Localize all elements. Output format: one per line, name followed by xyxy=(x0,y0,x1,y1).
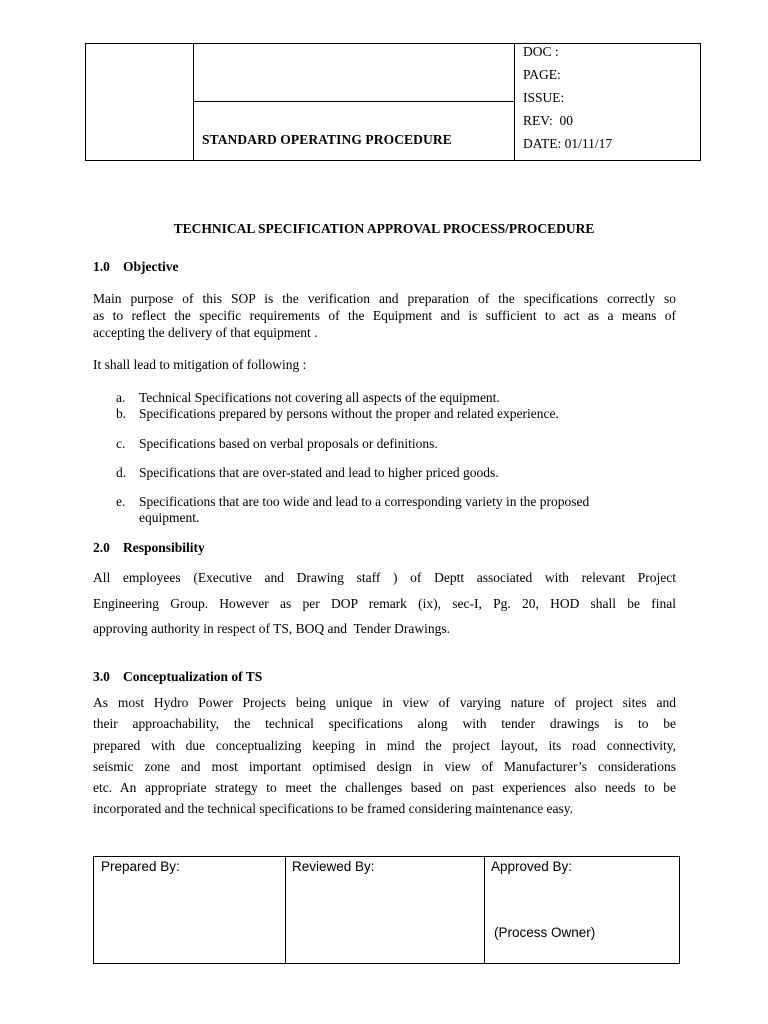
reviewed-by-label: Reviewed By: xyxy=(292,859,375,874)
list-marker: d. xyxy=(116,465,127,480)
section-title: Objective xyxy=(123,259,179,274)
list-item xyxy=(116,406,706,422)
section-number: 3.0 xyxy=(93,669,110,684)
approval-table xyxy=(93,856,680,964)
objective-paragraph xyxy=(93,290,676,341)
list-marker: b. xyxy=(116,406,127,421)
list-text: Technical Specifications not covering all aspects of the equipment. xyxy=(139,390,500,405)
paragraph-line: accepting the delivery of that equipment . xyxy=(93,325,318,340)
paragraph-line: All employees (Executive and Drawing staff ) of Deptt associated with relevant Project xyxy=(93,570,676,585)
list-text: Specifications that are over-stated and lead to higher priced goods. xyxy=(139,465,499,480)
doc-label: DOC : xyxy=(523,44,559,59)
rev-label: REV: 00 xyxy=(523,113,573,128)
section-number: 1.0 xyxy=(93,259,110,274)
approved-by-label: Approved By: xyxy=(491,859,573,874)
header-divider xyxy=(514,43,515,161)
list-item xyxy=(116,390,706,406)
paragraph-line: incorporated and the technical specifications to be framed considering maintenance easy. xyxy=(93,801,574,817)
section-heading xyxy=(93,259,178,275)
header-divider xyxy=(193,43,194,161)
page-label: PAGE: xyxy=(523,67,561,82)
list-text: Specifications prepared by persons without the proper and related experience. xyxy=(139,406,559,421)
conceptualization-paragraph xyxy=(93,692,676,820)
section-heading xyxy=(93,540,205,556)
list-marker: c. xyxy=(116,436,126,451)
list-item xyxy=(116,436,706,452)
issue-label: ISSUE: xyxy=(523,90,565,105)
process-owner-label: (Process Owner) xyxy=(494,925,596,940)
paragraph-line: Main purpose of this SOP is the verification and preparation of the specifications correctly so xyxy=(93,291,676,306)
responsibility-paragraph xyxy=(93,565,676,642)
paragraph-line: prepared with due conceptualizing keeping in mind the project layout, its road connectivity, xyxy=(93,737,676,753)
date-label: DATE: 01/11/17 xyxy=(523,136,613,151)
objective-intro: It shall lead to mitigation of following : xyxy=(93,357,307,372)
paragraph-line: etc. An appropriate strategy to meet the challenges based on past experiences also needs to be xyxy=(93,780,676,796)
header-title: STANDARD OPERATING PROCEDURE xyxy=(202,132,452,147)
paragraph-line: approving authority in respect of TS, BOQ and Tender Drawings. xyxy=(93,621,450,636)
list-text: Specifications that are too wide and lead to a corresponding variety in the proposed xyxy=(139,494,590,509)
paragraph-line: their approachability, the technical specifications along with tender drawings is to be xyxy=(93,716,676,732)
paragraph-line: seismic zone and most important optimised design in view of Manufacturer’s considerations xyxy=(93,758,676,774)
list-item xyxy=(116,494,706,526)
section-heading xyxy=(93,669,262,685)
section-number: 2.0 xyxy=(93,540,110,555)
approval-divider xyxy=(484,857,485,963)
paragraph-line: Engineering Group. However as per DOP remark (ix), sec-I, Pg. 20, HOD shall be final xyxy=(93,595,676,611)
document-title: TECHNICAL SPECIFICATION APPROVAL PROCESS/PROCEDURE xyxy=(173,221,595,236)
section-title: Conceptualization of TS xyxy=(123,669,263,684)
list-item xyxy=(116,465,706,481)
paragraph-line: as to reflect the specific requirements of the Equipment and is sufficient to act as a means of xyxy=(93,308,676,323)
header-divider xyxy=(193,101,514,102)
list-text: equipment. xyxy=(139,510,200,525)
list-marker: a. xyxy=(116,390,126,405)
approval-divider xyxy=(285,857,286,963)
section-title: Responsibility xyxy=(123,540,205,555)
list-marker: e. xyxy=(116,494,126,509)
list-text: Specifications based on verbal proposals or definitions. xyxy=(139,436,438,451)
paragraph-line: As most Hydro Power Projects being unique in view of varying nature of project sites and xyxy=(93,695,676,710)
prepared-by-label: Prepared By: xyxy=(101,859,180,874)
